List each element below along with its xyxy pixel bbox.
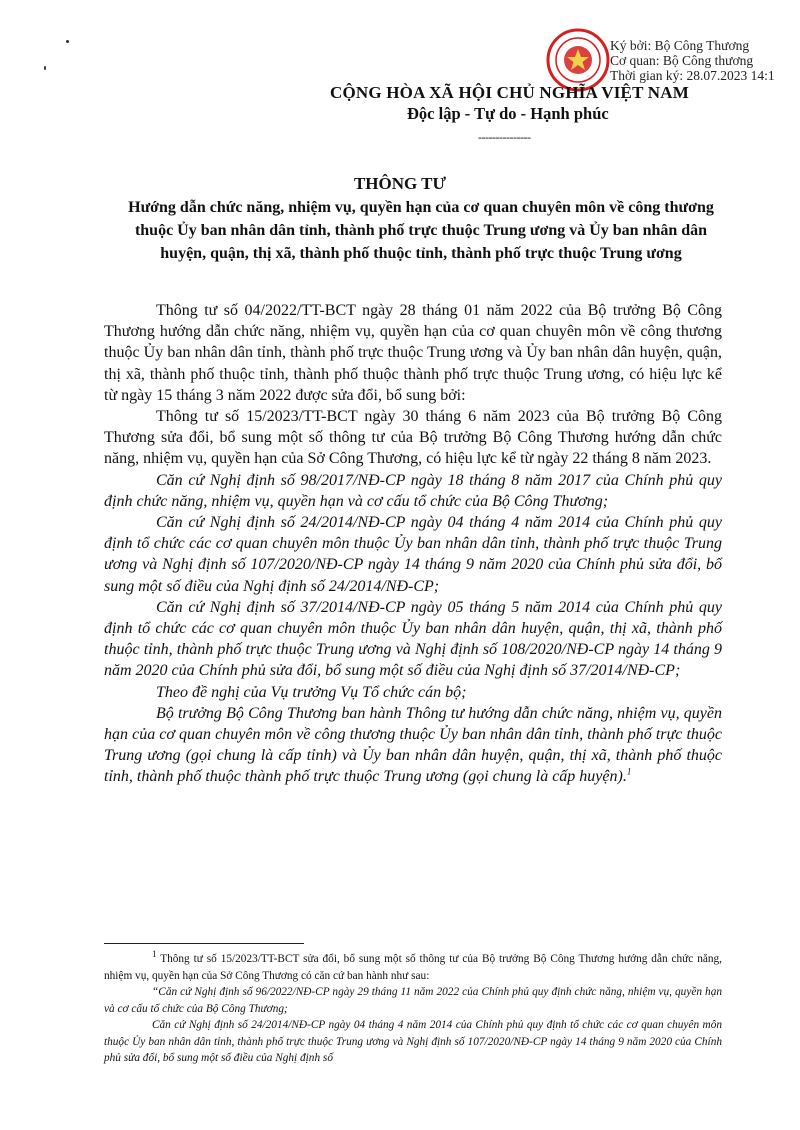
footnotes bbox=[104, 951, 722, 1067]
signature-time: Thời gian ký: 28.07.2023 14:1 bbox=[610, 68, 775, 83]
digital-signature bbox=[610, 38, 775, 83]
paragraph-issuance bbox=[104, 703, 722, 788]
document-type: THÔNG TƯ bbox=[353, 174, 447, 193]
paragraph-intro: Thông tư số 04/2022/TT-BCT ngày 28 tháng 01 năm 2022 của Bộ trưởng Bộ Công Thương hướng dẫn chức năng, nhiệm vụ, quyền hạn của cơ quan chuyên môn về công thương thuộc Ủy ban nhân dân tỉnh, thành phố trực thuộc Trung ương và Ủy ban nhân dân huyện, quận, thị xã, thành phố thuộc tỉnh, thành phố thuộc thành phố trực thuộc Trung ương, có hiệu lực kể từ ngày 15 tháng 3 năm 2022 được sửa đổi, bổ sung bởi: bbox=[104, 302, 722, 404]
footnote-1 bbox=[104, 951, 722, 984]
paragraph-basis-1: Căn cứ Nghị định số 98/2017/NĐ-CP ngày 18 tháng 8 năm 2017 của Chính phủ quy định chức năng, nhiệm vụ, quyền hạn và cơ cấu tổ chức của Bộ Công Thương; bbox=[104, 471, 722, 510]
document-title: Hướng dẫn chức năng, nhiệm vụ, quyền hạn của cơ quan chuyên môn về công thương thuộc Ủy ban nhân dân tỉnh, thành phố trực thuộc Trung ương và Ủy ban nhân dân huyện, quận, thị xã, thành phố thuộc tỉnh, thành phố trực thuộc Trung ương bbox=[128, 199, 714, 262]
national-motto: Độc lập - Tự do - Hạnh phúc bbox=[407, 104, 609, 123]
footnote-reference[interactable]: 1 bbox=[626, 767, 632, 778]
scan-speck bbox=[44, 66, 46, 70]
republic-title: CỘNG HÒA XÃ HỘI CHỦ NGHĨA VIỆT NAM bbox=[330, 83, 689, 102]
document-body bbox=[104, 300, 722, 788]
signature-agency: Cơ quan: Bộ Công thương bbox=[610, 53, 754, 68]
footnote-1-basis-1: “Căn cứ Nghị định số 96/2022/NĐ-CP ngày 29 tháng 11 năm 2022 của Chính phủ quy định chức năng, nhiệm vụ, quyền hạn và cơ cấu tổ chức của Bộ Công Thương; bbox=[104, 986, 722, 1015]
scan-speck bbox=[66, 40, 69, 43]
paragraph-proposal: Theo đề nghị của Vụ trưởng Vụ Tổ chức cán bộ; bbox=[156, 683, 467, 701]
paragraph-basis-2: Căn cứ Nghị định số 24/2014/NĐ-CP ngày 04 tháng 4 năm 2014 của Chính phủ quy định tổ chức các cơ quan chuyên môn thuộc Ủy ban nhân dân tỉnh, thành phố trực thuộc Trung ương và Nghị định số 107/2020/NĐ-CP ngày 14 tháng 9 năm 2020 của Chính phủ sửa đổi, bổ sung một số điều của Nghị định số 24/2014/NĐ-CP; bbox=[104, 514, 722, 595]
footnote-1-text: Thông tư số 15/2023/TT-BCT sửa đổi, bổ sung một số thông tư của Bộ trưởng Bộ Công Thương hướng dẫn chức năng, nhiệm vụ, quyền hạn của Sở Công Thương có căn cứ ban hành như sau: bbox=[104, 953, 722, 982]
footnote-divider bbox=[104, 943, 304, 944]
footnote-marker: 1 bbox=[152, 949, 157, 960]
paragraph-basis-3: Căn cứ Nghị định số 37/2014/NĐ-CP ngày 05 tháng 5 năm 2014 của Chính phủ quy định tổ chức các cơ quan chuyên môn thuộc Ủy ban nhân dân huyện, quận, thị xã, thành phố thuộc tỉnh, thành phố trực thuộc Trung ương và Nghị định số 108/2020/NĐ-CP ngày 14 tháng 9 năm 2020 của Chính phủ sửa đổi, bổ sung một số điều của Nghị định số 37/2014/NĐ-CP; bbox=[104, 598, 722, 680]
issuance-text: Bộ trưởng Bộ Công Thương ban hành Thông tư hướng dẫn chức năng, nhiệm vụ, quyền hạn của cơ quan chuyên môn về công thương thuộc Ủy ban nhân dân tỉnh, thành phố trực thuộc Trung ương (gọi chung là cấp tỉnh) và Ủy ban nhân dân huyện, quận, thị xã, thành phố thuộc tỉnh, thành phố thuộc thành phố trực thuộc Trung ương (gọi chung là cấp huyện). bbox=[104, 704, 722, 786]
paragraph-amendment: Thông tư số 15/2023/TT-BCT ngày 30 tháng 6 năm 2023 của Bộ trưởng Bộ Công Thương sửa đổi, bổ sung một số thông tư của Bộ trưởng Bộ Công Thương hướng dẫn chức năng, nhiệm vụ, quyền hạn của Sở Công Thương, có hiệu lực kể từ ngày 22 tháng 8 năm 2023. bbox=[104, 408, 722, 468]
header-divider: --------------- bbox=[478, 130, 531, 144]
signature-signed-by: Ký bởi: Bộ Công Thương bbox=[610, 38, 750, 53]
footnote-1-basis-2: Căn cứ Nghị định số 24/2014/NĐ-CP ngày 04 tháng 4 năm 2014 của Chính phủ quy định tổ chức các cơ quan chuyên môn thuộc Ủy ban nhân dân tỉnh, thành phố trực thuộc Trung ương và Nghị định số 107/2020/NĐ-CP ngày 14 tháng 9 năm 2020 của Chính phủ sửa đổi, bổ sung một số điều của Nghị định số bbox=[104, 1019, 722, 1064]
